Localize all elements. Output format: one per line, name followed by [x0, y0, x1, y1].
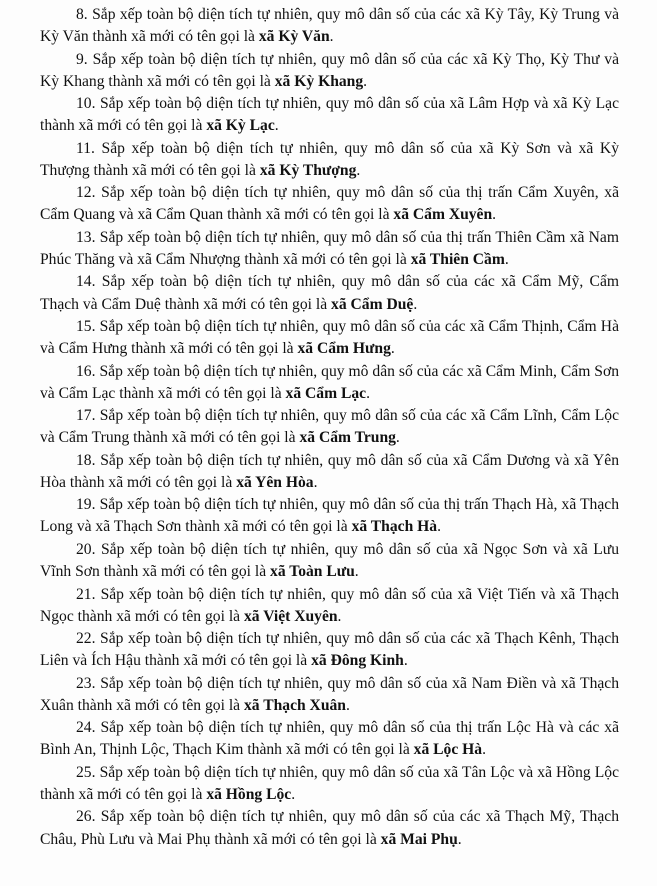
article-text: Sắp xếp toàn bộ diện tích tự nhiên, quy mô dân số của xã Kỳ Sơn và xã Kỳ Thượng thành xã mới có tên gọi là	[40, 139, 619, 179]
new-commune-name: xã Yên Hòa	[236, 473, 314, 491]
article-item	[40, 271, 619, 315]
article-text: Sắp xếp toàn bộ diện tích tự nhiên, quy mô dân số của các xã Thạch Mỹ, Thạch Châu, Phù Lưu và Mai Phụ thành xã mới có tên gọi là	[40, 808, 619, 848]
new-commune-name: xã Kỳ Lạc	[206, 117, 275, 135]
article-text: Sắp xếp toàn bộ diện tích tự nhiên, quy mô dân số của xã Tân Lộc và xã Hồng Lộc thành xã mới có tên gọi là	[40, 763, 619, 803]
new-commune-name: xã Cẩm Lạc	[285, 384, 367, 402]
article-number: 20.	[76, 540, 96, 558]
new-commune-name: xã Lộc Hà	[413, 741, 483, 759]
article-number: 25.	[76, 763, 96, 781]
new-commune-name: xã Việt Xuyên	[243, 607, 338, 625]
article-text: Sắp xếp toàn bộ diện tích tự nhiên, quy mô dân số của xã Cẩm Dương và xã Yên Hòa thành xã mới có tên gọi là	[40, 451, 619, 491]
article-number: 9.	[76, 50, 88, 68]
article-end-punctuation: .	[354, 563, 359, 581]
article-end-punctuation: .	[329, 28, 334, 46]
article-text: Sắp xếp toàn bộ diện tích tự nhiên, quy mô dân số của xã Ngọc Sơn và xã Lưu Vĩnh Sơn thành xã mới có tên gọi là	[40, 540, 619, 581]
article-text: Sắp xếp toàn bộ diện tích tự nhiên, quy mô dân số của xã Nam Điền và xã Thạch Xuân thành xã mới có tên gọi là	[40, 674, 620, 714]
article-end-punctuation: .	[363, 72, 368, 90]
article-number: 23.	[76, 674, 96, 692]
article-text: Sắp xếp toàn bộ diện tích tự nhiên, quy mô dân số của thị trấn Thiên Cầm xã Nam Phúc Thăng và xã Cẩm Nhượng thành xã mới có tên gọi là	[40, 228, 619, 268]
article-end-punctuation: .	[504, 250, 509, 268]
article-end-punctuation: .	[395, 429, 400, 447]
article-number: 22.	[76, 630, 96, 648]
new-commune-name: xã Hồng Lộc	[206, 785, 292, 803]
article-number: 18.	[76, 451, 96, 469]
article-end-punctuation: .	[337, 607, 342, 625]
new-commune-name: xã Cẩm Xuyên	[393, 206, 493, 224]
new-commune-name: xã Kỳ Thượng	[259, 161, 357, 179]
article-text: Sắp xếp toàn bộ diện tích tự nhiên, quy mô dân số của các xã Cẩm Mỹ, Cẩm Thạch và Cẩm Duệ thành xã mới có tên gọi là	[40, 273, 619, 313]
article-item	[40, 316, 619, 360]
article-item	[40, 93, 619, 137]
article-number: 13.	[76, 228, 96, 246]
article-number: 17.	[76, 407, 96, 425]
article-end-punctuation: .	[437, 518, 441, 536]
article-end-punctuation: .	[274, 117, 279, 135]
article-text: Sắp xếp toàn bộ diện tích tự nhiên, quy mô dân số của thị trấn Thạch Hà, xã Thạch Long và xã Thạch Sơn thành xã mới có tên gọi là	[40, 496, 619, 536]
article-number: 14.	[76, 273, 96, 291]
article-number: 10.	[76, 95, 96, 113]
article-text: Sắp xếp toàn bộ diện tích tự nhiên, quy mô dân số của xã Việt Tiến và xã Thạch Ngọc thành xã mới có tên gọi là	[40, 585, 619, 625]
article-item	[40, 4, 619, 48]
article-number: 11.	[76, 139, 95, 157]
article-end-punctuation: .	[345, 696, 350, 714]
article-item	[40, 762, 619, 806]
article-number: 19.	[76, 496, 96, 514]
new-commune-name: xã Kỳ Văn	[258, 28, 330, 46]
article-text: Sắp xếp toàn bộ diện tích tự nhiên, quy mô dân số của các xã Thạch Kênh, Thạch Liên và Ích Hậu thành xã mới có tên gọi là	[40, 630, 619, 670]
article-end-punctuation: .	[291, 785, 296, 803]
new-commune-name: xã Toàn Lưu	[270, 563, 355, 581]
article-end-punctuation: .	[413, 295, 418, 313]
new-commune-name: xã Đông Kinh	[311, 652, 404, 670]
article-text: Sắp xếp toàn bộ diện tích tự nhiên, quy mô dân số của các xã Cẩm Lĩnh, Cẩm Lộc và Cẩm Trung thành xã mới có tên gọi là	[40, 407, 619, 447]
article-number: 16.	[76, 362, 96, 380]
article-item	[40, 806, 619, 850]
article-item	[40, 49, 619, 93]
article-end-punctuation: .	[492, 206, 497, 224]
article-item	[40, 539, 619, 583]
article-text: Sắp xếp toàn bộ diện tích tự nhiên, quy mô dân số của thị trấn Lộc Hà và các xã Bình An, Thịnh Lộc, Thạch Kim thành xã mới có tên gọi là	[40, 719, 619, 759]
article-item	[40, 450, 619, 494]
article-item	[40, 227, 619, 271]
article-end-punctuation: .	[313, 473, 318, 491]
article-item	[40, 138, 619, 182]
article-text: Sắp xếp toàn bộ diện tích tự nhiên, quy mô dân số của thị trấn Cẩm Xuyên, xã Cẩm Quang và xã Cẩm Quan thành xã mới có tên gọi là	[40, 184, 619, 224]
article-end-punctuation: .	[482, 741, 486, 759]
article-number: 15.	[76, 318, 96, 336]
new-commune-name: xã Thạch Xuân	[243, 696, 346, 714]
new-commune-name: xã Cẩm Trung	[299, 429, 396, 447]
new-commune-name: xã Cẩm Hưng	[297, 340, 391, 358]
article-number: 24.	[76, 719, 96, 737]
article-text: Sắp xếp toàn bộ diện tích tự nhiên, quy mô dân số của các xã Cẩm Thịnh, Cẩm Hà và Cẩm Hưng thành xã mới có tên gọi là	[40, 318, 619, 358]
article-end-punctuation: .	[366, 384, 371, 402]
new-commune-name: xã Cẩm Duệ	[331, 295, 414, 313]
article-item	[40, 361, 619, 405]
new-commune-name: xã Thạch Hà	[351, 518, 438, 536]
article-text: Sắp xếp toàn bộ diện tích tự nhiên, quy mô dân số của các xã Kỳ Tây, Kỳ Trung và Kỳ Văn thành xã mới có tên gọi là	[40, 6, 619, 46]
article-end-punctuation: .	[356, 161, 361, 179]
article-number: 8.	[76, 6, 88, 23]
article-item	[40, 717, 619, 761]
article-item	[40, 405, 619, 449]
new-commune-name: xã Kỳ Khang	[274, 72, 364, 90]
article-item	[40, 673, 619, 717]
article-number: 12.	[76, 184, 96, 202]
article-text: Sắp xếp toàn bộ diện tích tự nhiên, quy mô dân số của xã Lâm Hợp và xã Kỳ Lạc thành xã mới có tên gọi là	[40, 95, 619, 135]
article-end-punctuation: .	[457, 830, 462, 848]
article-item	[40, 584, 619, 628]
article-text: Sắp xếp toàn bộ diện tích tự nhiên, quy mô dân số của các xã Kỳ Thọ, Kỳ Thư và Kỳ Khang thành xã mới có tên gọi là	[40, 50, 619, 90]
article-text: Sắp xếp toàn bộ diện tích tự nhiên, quy mô dân số của các xã Cẩm Minh, Cẩm Sơn và Cẩm Lạc thành xã mới có tên gọi là	[40, 362, 620, 402]
article-end-punctuation: .	[390, 340, 395, 358]
article-list	[40, 4, 619, 851]
article-item	[40, 494, 619, 538]
article-end-punctuation: .	[403, 652, 408, 670]
new-commune-name: xã Mai Phụ	[380, 830, 458, 848]
article-number: 26.	[76, 808, 96, 826]
article-item	[40, 628, 619, 672]
article-item	[40, 182, 619, 226]
new-commune-name: xã Thiên Cầm	[410, 250, 505, 268]
article-number: 21.	[76, 585, 96, 603]
